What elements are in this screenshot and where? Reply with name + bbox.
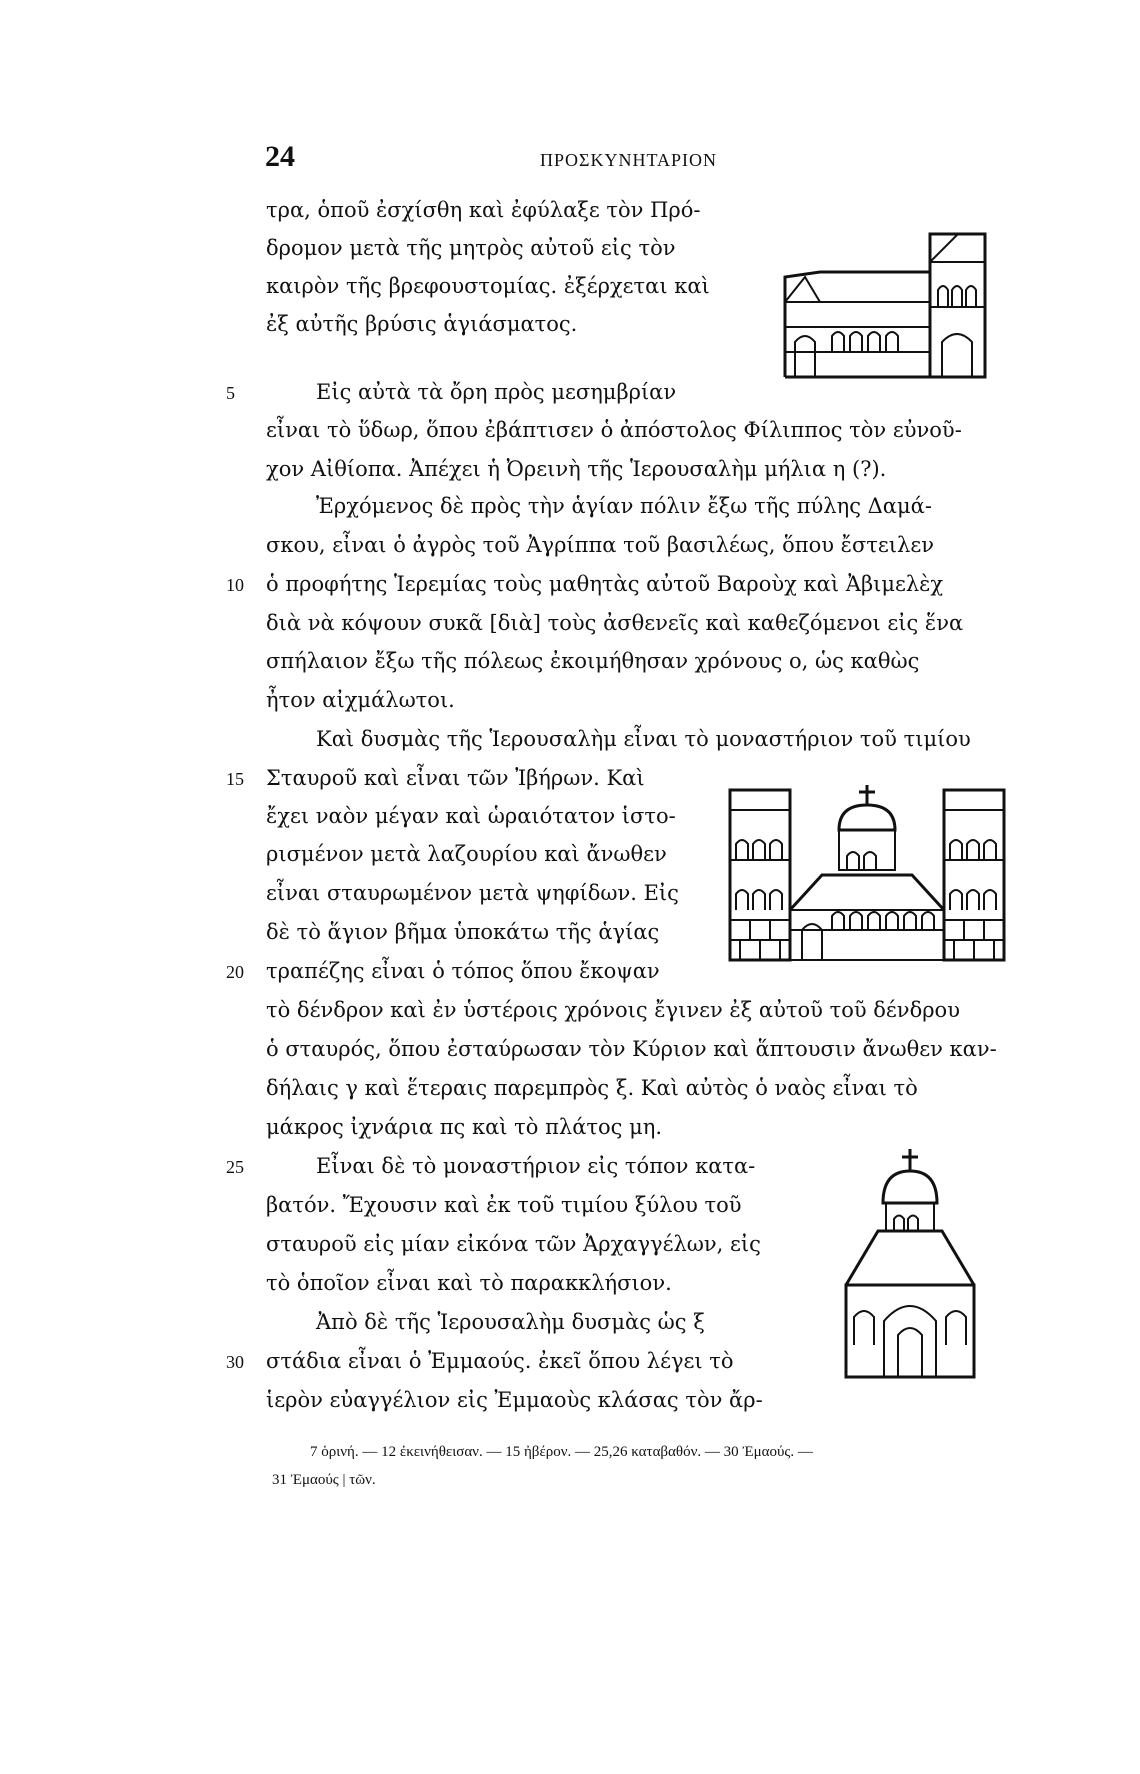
chapel-dome bbox=[883, 1171, 937, 1231]
line-number: 5 bbox=[226, 383, 235, 403]
church-body bbox=[790, 875, 944, 960]
text-line: σκου, εἶναι ὁ ἀγρὸς τοῦ Ἀγρίππα τοῦ βασιλέως, ὅπου ἔστειλεν bbox=[266, 533, 934, 557]
text-line: τὸ ὁποῖον εἶναι καὶ τὸ παρακκλήσιον. bbox=[266, 1271, 672, 1295]
text-line: τρα, ὁποῦ ἐσχίσθη καὶ ἐφύλαξε τὸν Πρό- bbox=[266, 198, 701, 222]
line-number: 15 bbox=[226, 769, 244, 789]
text-line: δὲ τὸ ἅγιον βῆμα ὑποκάτω τῆς ἁγίας bbox=[266, 920, 660, 944]
text-line: Ἐρχόμενος δὲ πρὸς τὴν ἁγίαν πόλιν ἔξω τῆς πύλης Δαμά- bbox=[316, 494, 932, 518]
line-number: 20 bbox=[226, 962, 244, 982]
central-dome bbox=[839, 785, 895, 870]
text-line: ἱερὸν εὐαγγέλιον εἰς Ἐμμαοὺς κλάσας τὸν ἄρ- bbox=[266, 1388, 763, 1412]
text-line: δήλαις γ καὶ ἕτεραις παρεμπρὸς ξ. Καὶ αὐτὸς ὁ ναὸς εἶναι τὸ bbox=[266, 1076, 918, 1100]
text-line: ἐξ αὐτῆς βρύσις ἁγιάσματος. bbox=[266, 312, 578, 336]
church-with-tower-illustration bbox=[780, 232, 990, 382]
text-line: ἔχει ναὸν μέγαν καὶ ὡραιότατον ἱστο- bbox=[266, 804, 676, 828]
text-line: σπήλαιον ἔξω τῆς πόλεως ἐκοιμήθησαν χρόνους ο, ὡς καθὼς bbox=[266, 649, 920, 673]
text-line: Σταυροῦ καὶ εἶναι τῶν Ἰβήρων. Καὶ bbox=[266, 766, 645, 790]
chapel-body bbox=[846, 1231, 974, 1377]
text-line: στάδια εἶναι ὁ Ἐμμαούς. ἐκεῖ ὅπου λέγει τὸ bbox=[266, 1349, 734, 1373]
line-number: 10 bbox=[226, 575, 244, 595]
page-number: 24 bbox=[265, 140, 295, 173]
text-line: τὸ δένδρον καὶ ἐν ὑστέροις χρόνοις ἔγινεν ἐξ αὐτοῦ τοῦ δένδρου bbox=[266, 998, 960, 1022]
chapel-cross bbox=[902, 1149, 918, 1171]
left-tower bbox=[730, 790, 790, 960]
text-line: εἶναι σταυρωμένον μετὰ ψηφίδων. Εἰς bbox=[266, 881, 679, 905]
text-line: ρισμένον μετὰ λαζουρίου καὶ ἄνωθεν bbox=[266, 842, 667, 866]
text-line: σταυροῦ εἰς μίαν εἰκόνα τῶν Ἀρχαγγέλων, εἰς bbox=[266, 1232, 761, 1256]
text-line: τραπέζης εἶναι ὁ τόπος ὅπου ἔκοψαν bbox=[266, 959, 660, 983]
text-line: βατόν. Ἔχουσιν καὶ ἐκ τοῦ τιμίου ξύλου τοῦ bbox=[266, 1193, 742, 1217]
text-line: Εἶναι δὲ τὸ μοναστήριον εἰς τόπον κατα- bbox=[316, 1154, 756, 1178]
right-tower bbox=[944, 790, 1004, 960]
text-line: Καὶ δυσμὰς τῆς Ἱερουσαλὴμ εἶναι τὸ μοναστήριον τοῦ τιμίου bbox=[316, 727, 971, 751]
monastery-with-dome-illustration bbox=[722, 780, 1012, 970]
text-line: Εἰς αὐτὰ τὰ ὄρη πρὸς μεσημβρίαν bbox=[316, 380, 677, 404]
text-line: ὁ προφήτης Ἱερεμίας τοὺς μαθητὰς αὐτοῦ Βαροὺχ καὶ Ἀβιμελὲχ bbox=[266, 572, 944, 596]
text-line: μάκρος ἰχνάρια πς καὶ τὸ πλάτος μη. bbox=[266, 1115, 663, 1139]
text-line: δρομον μετὰ τῆς μητρὸς αὐτοῦ εἰς τὸν bbox=[266, 236, 676, 260]
text-line: ὁ σταυρός, ὅπου ἐσταύρωσαν τὸν Κύριον καὶ ἅπτουσιν ἄνωθεν καν- bbox=[266, 1037, 997, 1061]
text-line: ἦτον αἰχμάλωτοι. bbox=[266, 688, 455, 712]
church-tower bbox=[930, 234, 985, 377]
text-line: χον Αἰθίοπα. Ἀπέχει ἡ Ὀρεινὴ τῆς Ἱερουσαλὴμ μήλια η (?). bbox=[266, 457, 887, 481]
line-number: 25 bbox=[226, 1157, 244, 1177]
text-line: Ἀπὸ δὲ τῆς Ἱερουσαλὴμ δυσμὰς ὡς ξ bbox=[316, 1310, 705, 1334]
footnote: 31 Ἐμαούς | τῶν. bbox=[272, 1472, 376, 1488]
church-nave bbox=[785, 272, 930, 377]
text-line: εἶναι τὸ ὕδωρ, ὅπου ἐβάπτισεν ὁ ἀπόστολος Φίλιππος τὸν εὐνοῦ- bbox=[266, 418, 962, 442]
domed-chapel-illustration bbox=[838, 1145, 978, 1385]
text-line: διὰ νὰ κόψουν συκᾶ [διὰ] τοὺς ἀσθενεῖς καὶ καθεζόμενοι εἰς ἕνα bbox=[266, 611, 964, 635]
line-number: 30 bbox=[226, 1352, 244, 1372]
running-title: ΠΡΟΣΚΥΝΗΤΑΡΙΟΝ bbox=[540, 150, 718, 170]
text-line: καιρὸν τῆς βρεφουστομίας. ἐξέρχεται καὶ bbox=[266, 274, 710, 298]
footnote: 7 ὁρινή. — 12 ἐκεινήθεισαν. — 15 ἠβέρον. — 25,26 καταβαθόν. — 30 Ἐμαούς. — bbox=[310, 1444, 813, 1460]
